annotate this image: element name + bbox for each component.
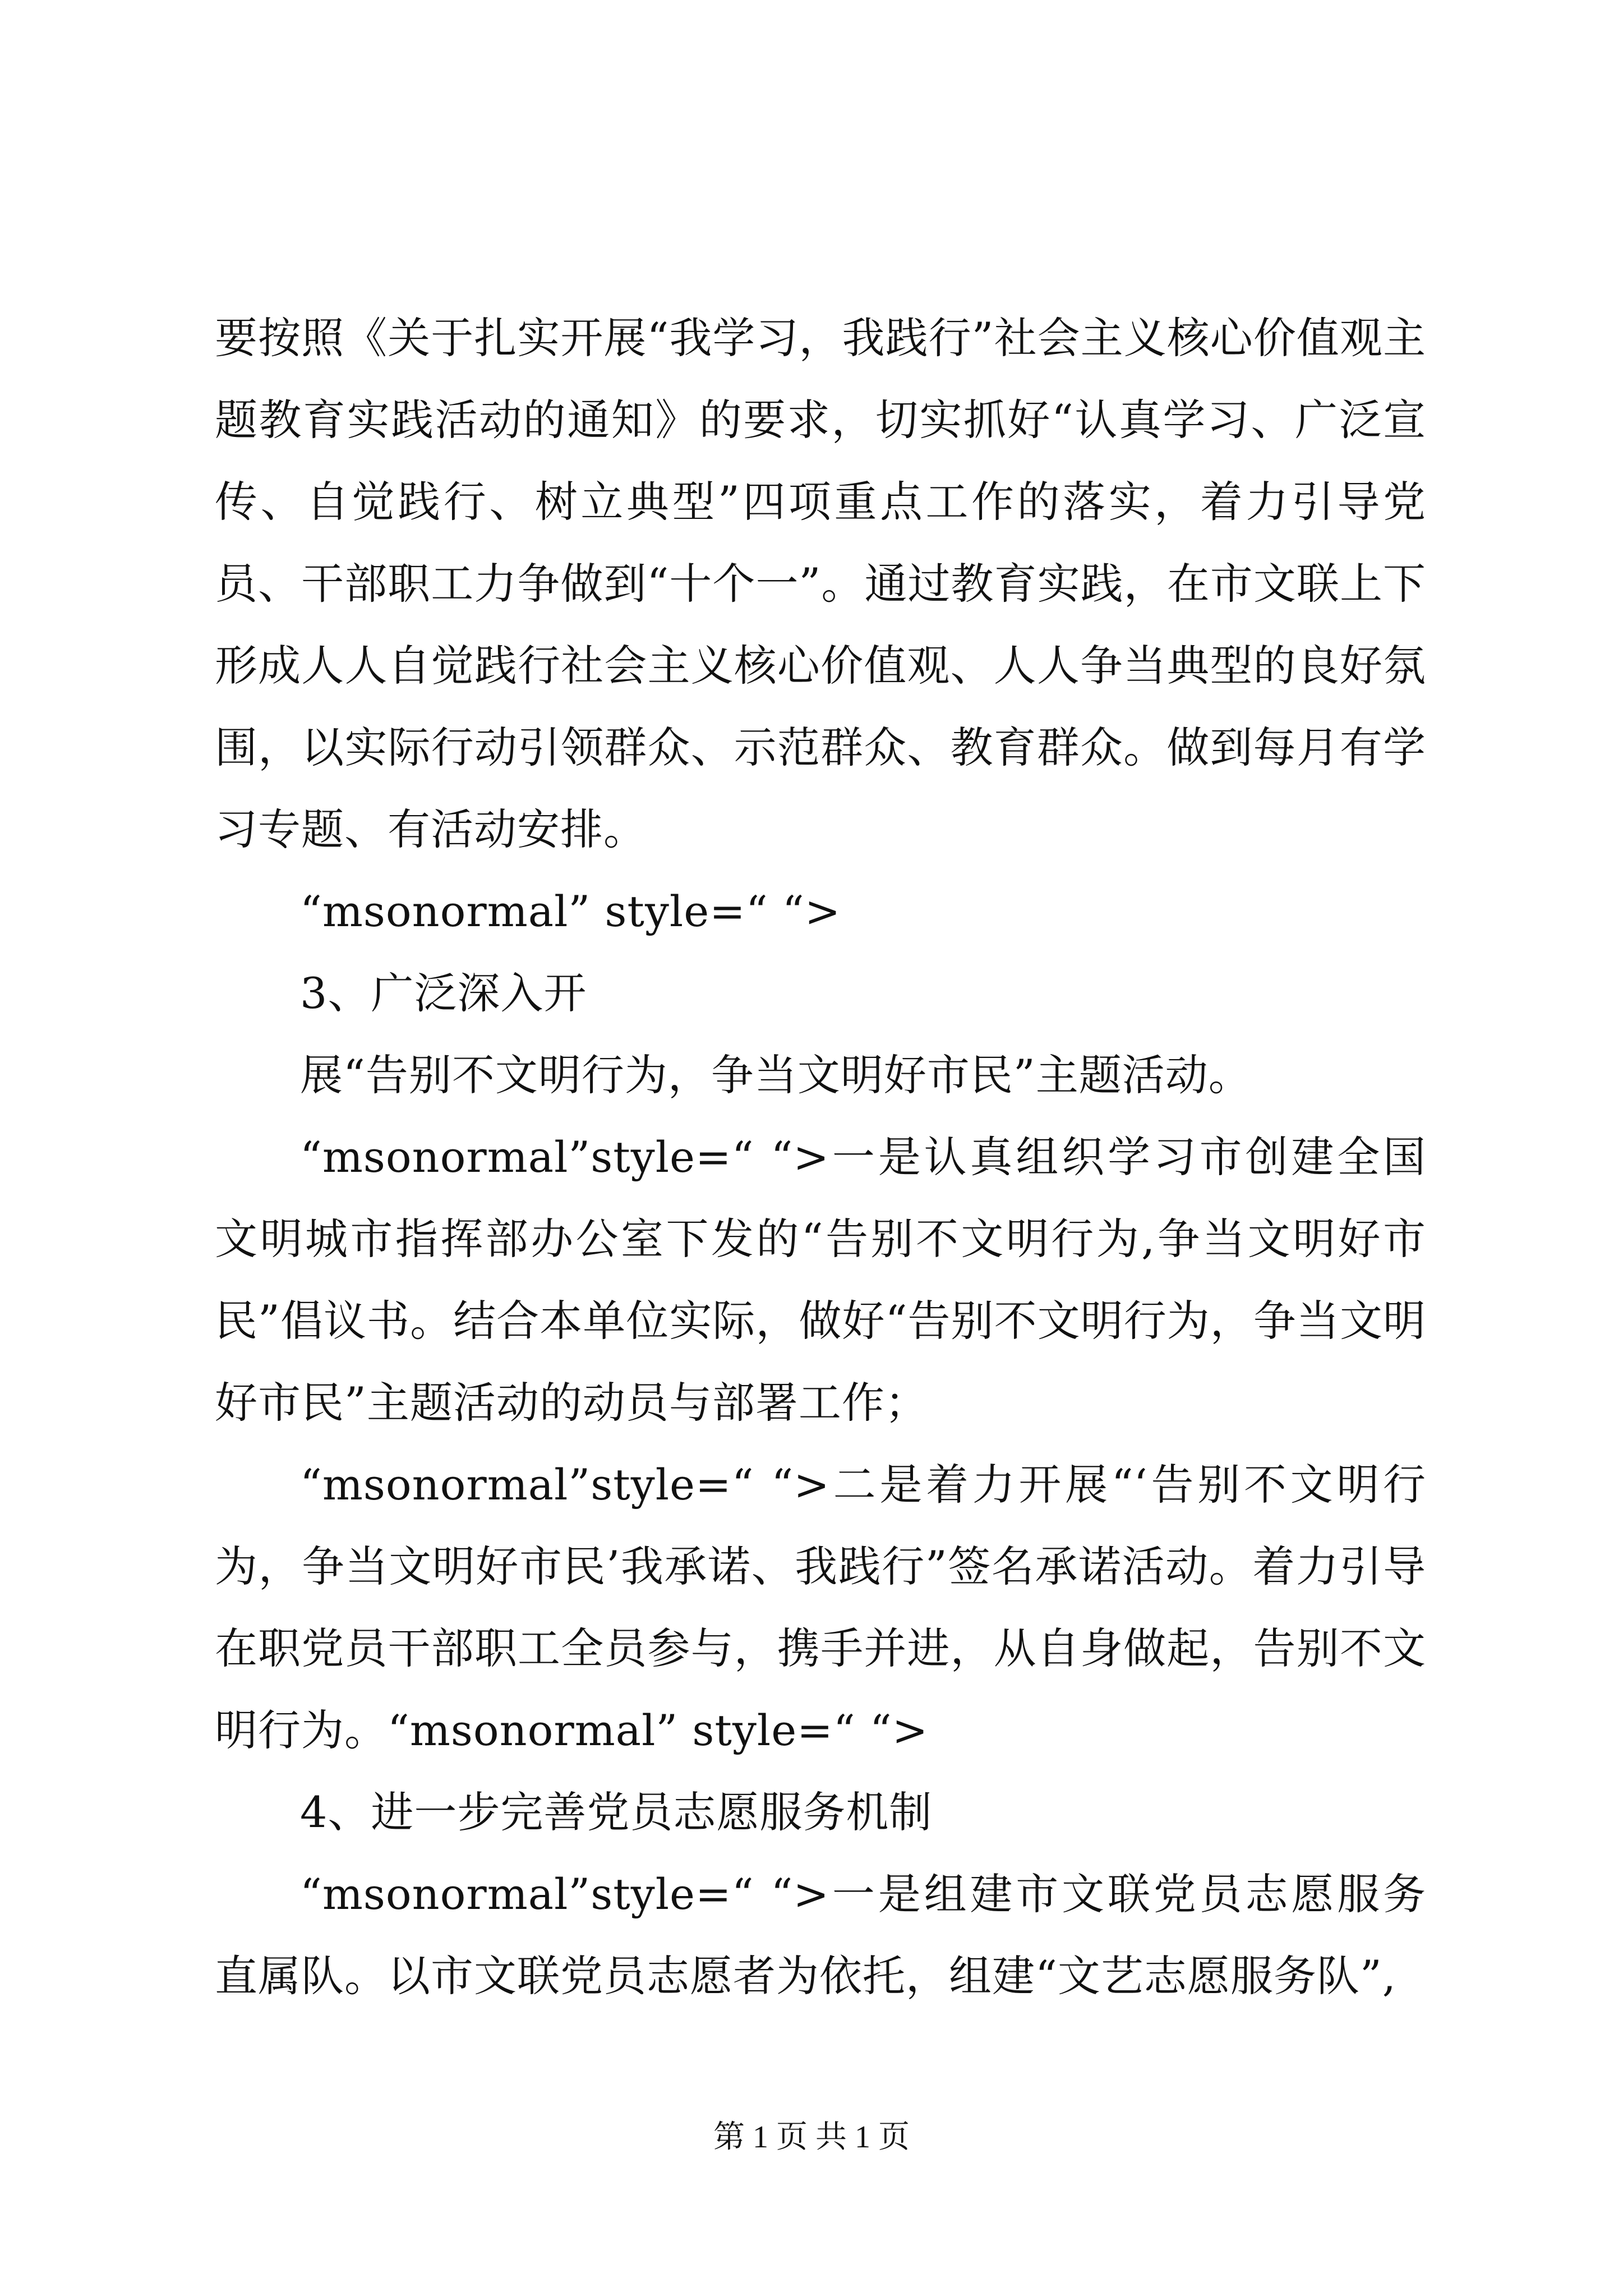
paragraph-intro: 要按照《关于扎实开展“我学习，我践行”社会主义核心价值观主题教育实践活动的通知》的要求，切实抓好“认真学习、广泛宣传、自觉践行、树立典型”四项重点工作的落实，着力引导党员、干部职工力争做到“十个一”。通过教育实践，在市文联上下形成人人自觉践行社会主义核心价值观、人人争当典型的良好氛围，以实际行动引领群众、示范群众、教育群众。做到每月有学习专题、有活动安排。 bbox=[215, 313, 1426, 854]
paragraph-heading-4: 4、进一步完善党员志愿服务机制 bbox=[300, 1787, 933, 1837]
document-body bbox=[215, 297, 1426, 2017]
page-footer: 第 1 页 共 1 页 bbox=[713, 2120, 910, 2155]
paragraph-heading-3: 3、广泛深入开 bbox=[300, 968, 587, 1018]
paragraph-item-one-study: “msonormal”style=“ “>一是认真组织学习市创建全国文明城市指挥部办公室下发的“告别不文明行为,争当文明好市民”倡议书。结合本单位实际，做好“告别不文明行为，争当文明好市民”主题活动的动员与部署工作； bbox=[215, 1132, 1426, 1428]
paragraph-item-one-volunteer: “msonormal”style=“ “>一是组建市文联党员志愿服务直属队。以市文联党员志愿者为依托，组建“文艺志愿服务队”, bbox=[215, 1869, 1426, 2001]
paragraph-markup-fragment-1: “msonormal” style=“ “> bbox=[300, 886, 841, 936]
paragraph-item-two-pledge: “msonormal”style=“ “>二是着力开展“‘告别不文明行为，争当文明好市民’我承诺、我践行”签名承诺活动。着力引导在职党员干部职工全员参与，携手并进，从自身做起，告别不文明行为。“msonormal” style=“ “> bbox=[215, 1460, 1426, 1755]
paragraph-heading-3-continued: 展“告别不文明行为，争当文明好市民”主题活动。 bbox=[300, 1050, 1252, 1100]
